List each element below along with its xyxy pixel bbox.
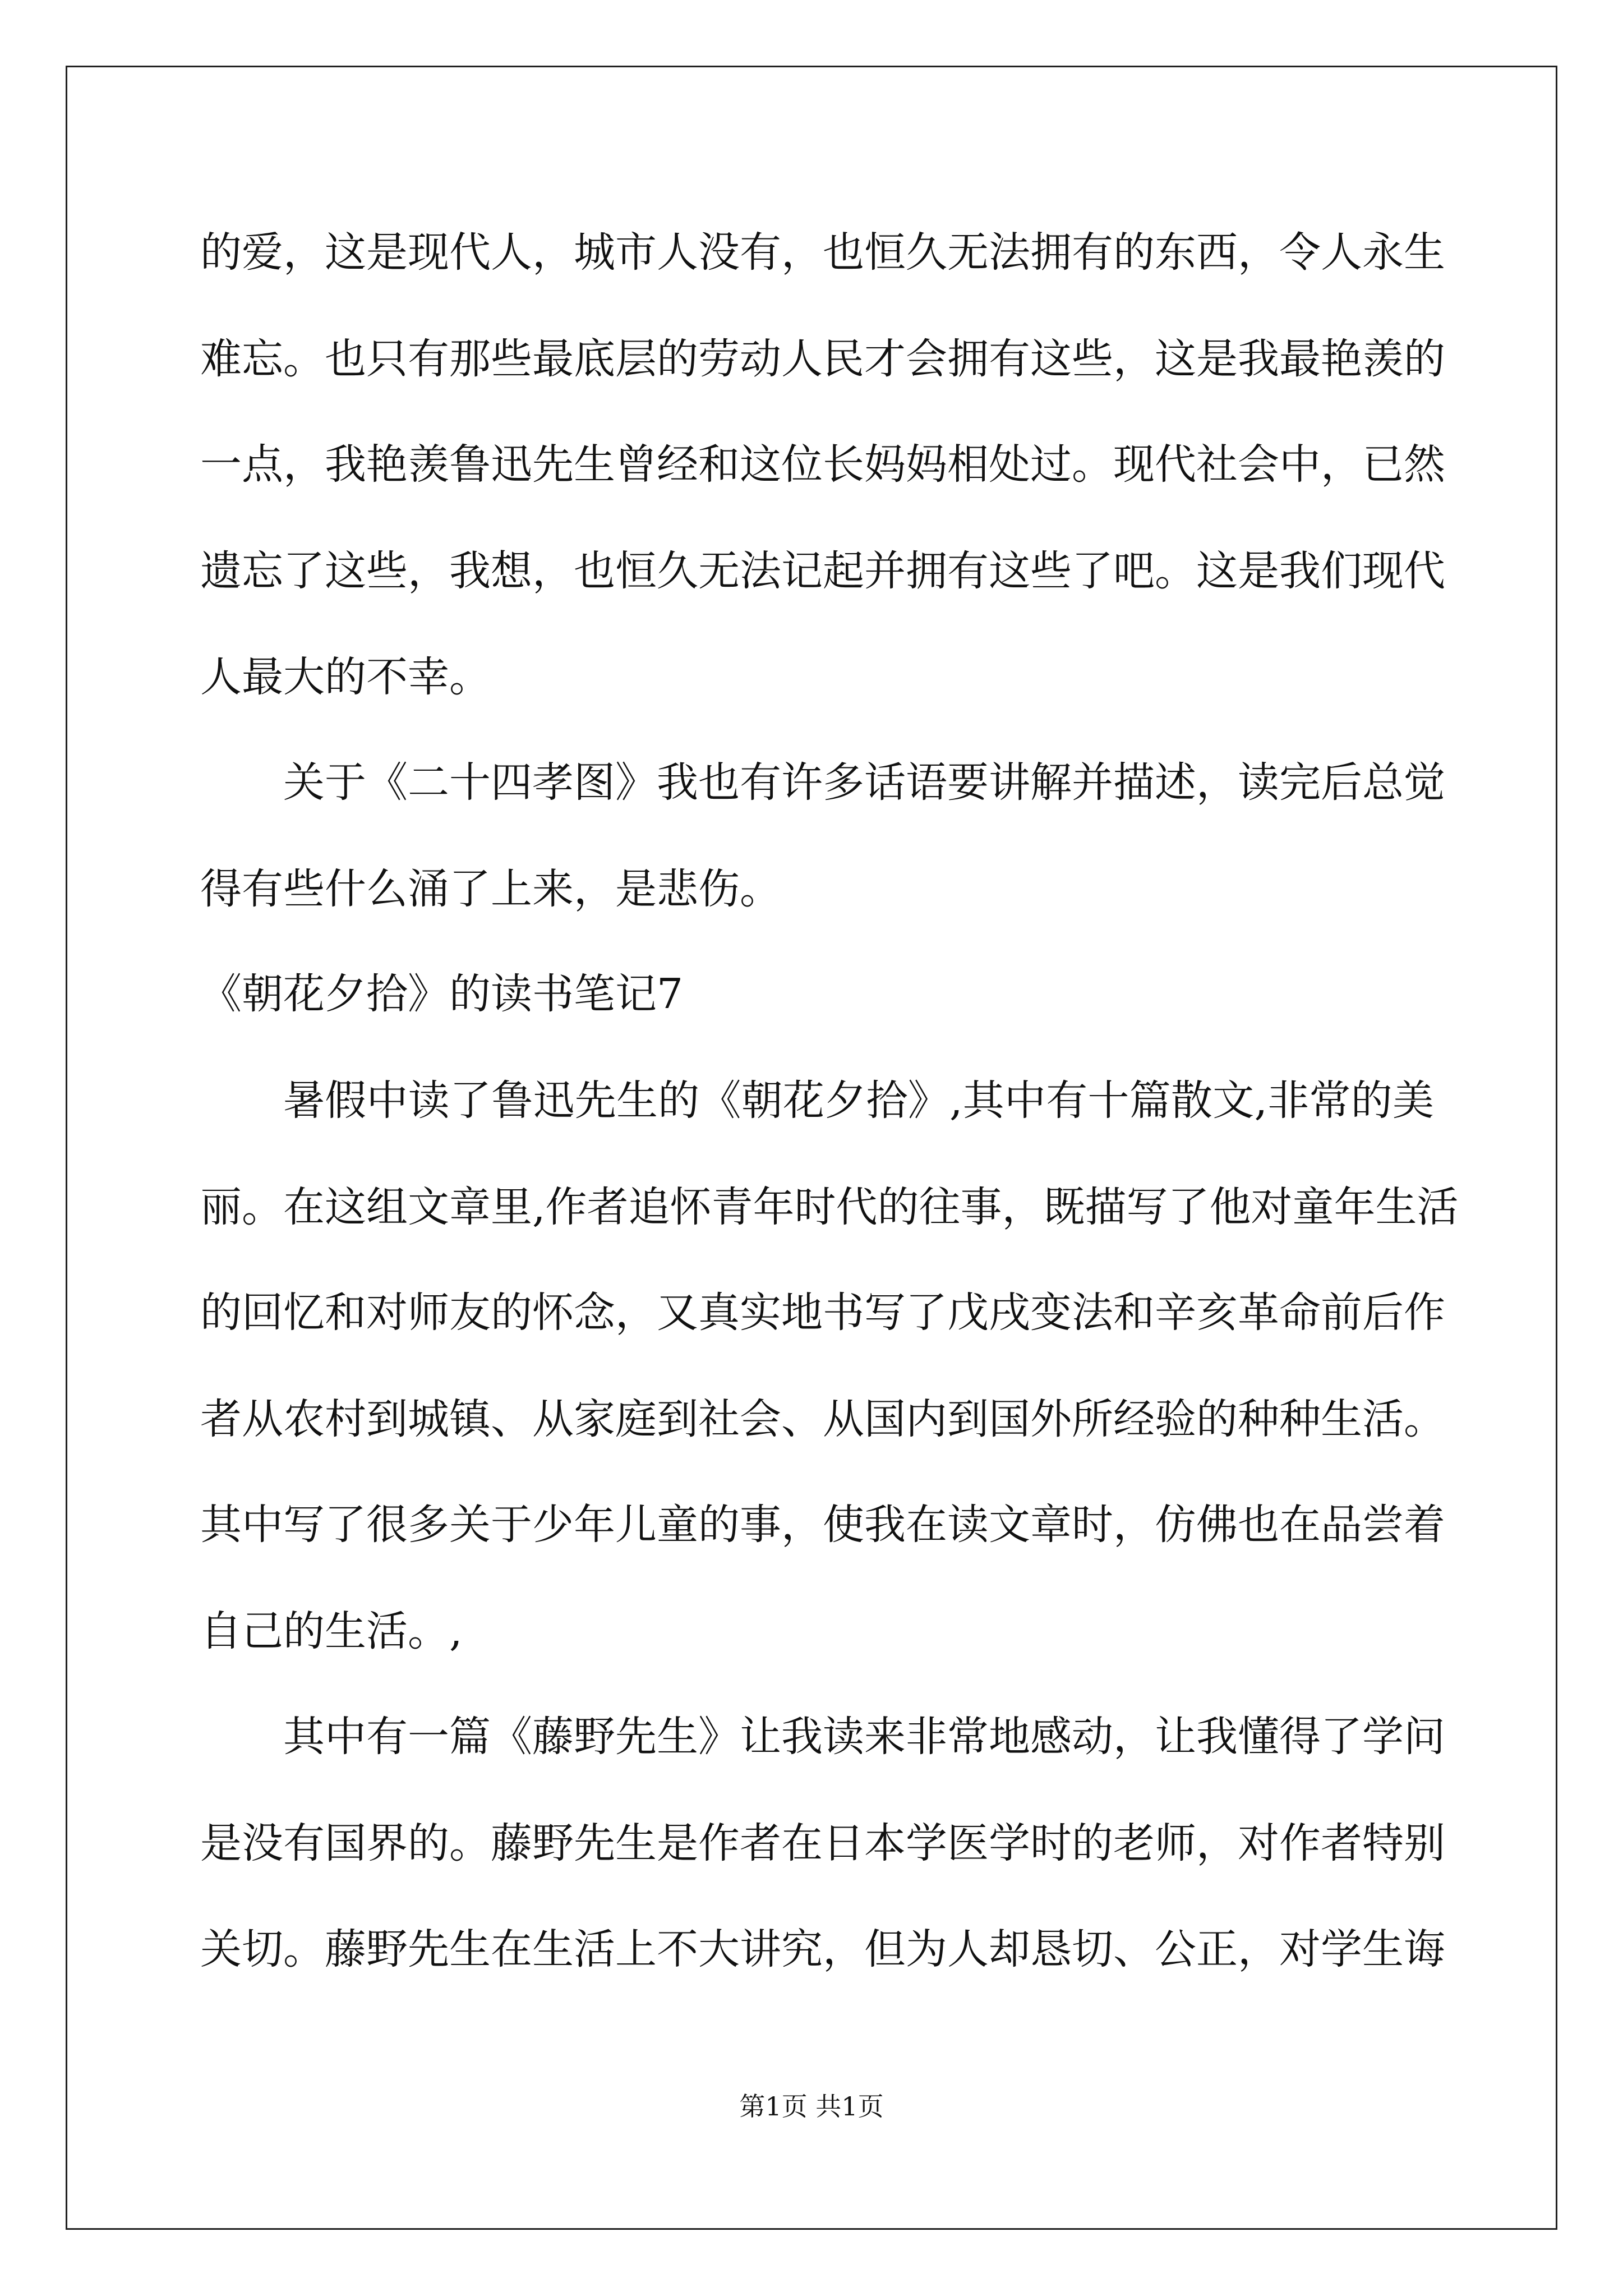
paragraph-start: 暑假中读了鲁迅先生的《朝花夕拾》,其中有十篇散文,非常的美 — [283, 1076, 1434, 1125]
text-line: 是没有国界的。藤野先生是作者在日本学医学时的老师，对作者特别 — [200, 1819, 1445, 1867]
text-line: 的爱，这是现代人，城市人没有，也恒久无法拥有的东西，令人永生 — [200, 228, 1445, 277]
text-line: 的回忆和对师友的怀念，又真实地书写了戊戌变法和辛亥革命前后作 — [200, 1289, 1445, 1337]
text-line: 人最大的不幸。 — [200, 653, 491, 701]
text-line: 遗忘了这些，我想，也恒久无法记起并拥有这些了吧。这是我们现代 — [200, 547, 1445, 595]
text-line: 丽。在这组文章里,作者追怀青年时代的往事，既描写了他对童年生活 — [200, 1183, 1459, 1231]
text-line: 难忘。也只有那些最底层的劳动人民才会拥有这些，这是我最艳羡的 — [200, 335, 1445, 383]
paragraph-start: 关于《二十四孝图》我也有许多话语要讲解并描述，读完后总觉 — [283, 758, 1445, 807]
text-line: 关切。藤野先生在生活上不大讲究，但为人却恳切、公正，对学生诲 — [200, 1925, 1445, 1973]
page-footer: 第1页 共1页 — [739, 2091, 884, 2122]
text-line: 自己的生活。, — [200, 1607, 463, 1655]
text-line: 一点，我艳羡鲁迅先生曾经和这位长妈妈相处过。现代社会中，已然 — [200, 440, 1445, 489]
text-line: 得有些什么涌了上来，是悲伤。 — [200, 865, 781, 913]
paragraph-start: 其中有一篇《藤野先生》让我读来非常地感动，让我懂得了学问 — [283, 1713, 1445, 1761]
page-border — [66, 66, 1557, 2230]
section-heading: 《朝花夕拾》的读书笔记7 — [200, 970, 684, 1018]
text-line: 其中写了很多关于少年儿童的事，使我在读文章时，仿佛也在品尝着 — [200, 1501, 1445, 1549]
text-line: 者从农村到城镇、从家庭到社会、从国内到国外所经验的种种生活。 — [200, 1395, 1445, 1443]
